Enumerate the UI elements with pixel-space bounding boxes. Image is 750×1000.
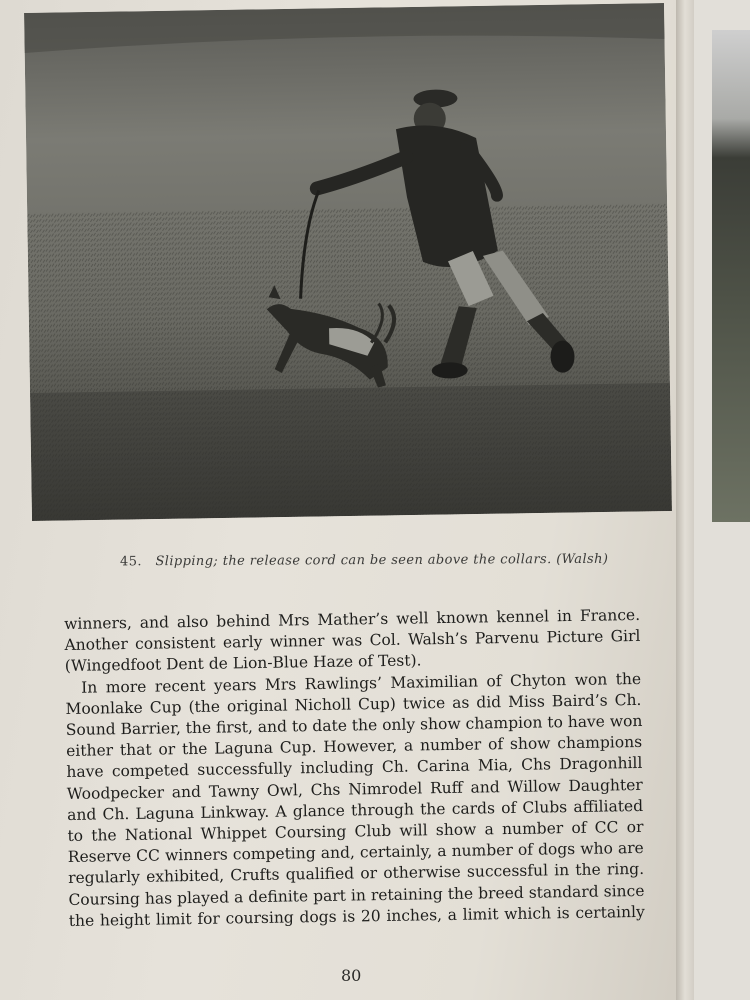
body-line: regularly exhibited, Crufts qualified or otherwise successful in the ring. [68, 860, 645, 888]
body-text [64, 605, 645, 932]
body-line: either that or the Laguna Cup. However, a number of show champions [66, 733, 643, 761]
body-line: and Ch. Laguna Linkway. A glance through the cards of Clubs affiliated [67, 796, 644, 824]
figure-number: 45. [119, 554, 142, 570]
body-line: In more recent years Mrs Rawlings’ Maximilian of Chyton won the [81, 669, 642, 697]
body-line: (Wingedfoot Dent de Lion-Blue Haze of Test). [64, 651, 422, 676]
body-line: Sound Barrier, the first, and to date the only show champion to have won [65, 711, 643, 740]
body-line: Another consistent early winner was Col. Walsh’s Parvenu Picture Girl [64, 627, 641, 655]
body-line: Reserve CC winners competing and, certainly, a number of dogs who are [67, 839, 644, 867]
figure-caption-text: Slipping; the release cord can be seen above the collars. (Walsh) [155, 551, 609, 570]
body-line: the height limit for coursing dogs is 20 inches, a limit which is certainly [68, 902, 645, 930]
figure-caption [120, 552, 640, 570]
facing-page-photo [712, 30, 750, 522]
slipping-photo [24, 3, 672, 521]
body-line: Coursing has played a definite part in retaining the breed standard since [68, 881, 645, 909]
body-line: to the National Whippet Coursing Club will show a number of CC or [67, 817, 644, 846]
body-line: have competed successfully including Ch. Carina Mia, Chs Dragonhill [66, 754, 643, 782]
book-gutter [676, 0, 696, 1000]
figure-photograph [24, 3, 672, 521]
body-line: winners, and also behind Mrs Mather’s well known kennel in France. [64, 605, 641, 633]
page-number: 80 [341, 966, 362, 985]
body-line: Moonlake Cup (the original Nicholl Cup) twice as did Miss Baird’s Ch. [65, 690, 642, 718]
body-line: Woodpecker and Tawny Owl, Chs Nimrodel Ruff and Willow Daughter [66, 775, 643, 803]
